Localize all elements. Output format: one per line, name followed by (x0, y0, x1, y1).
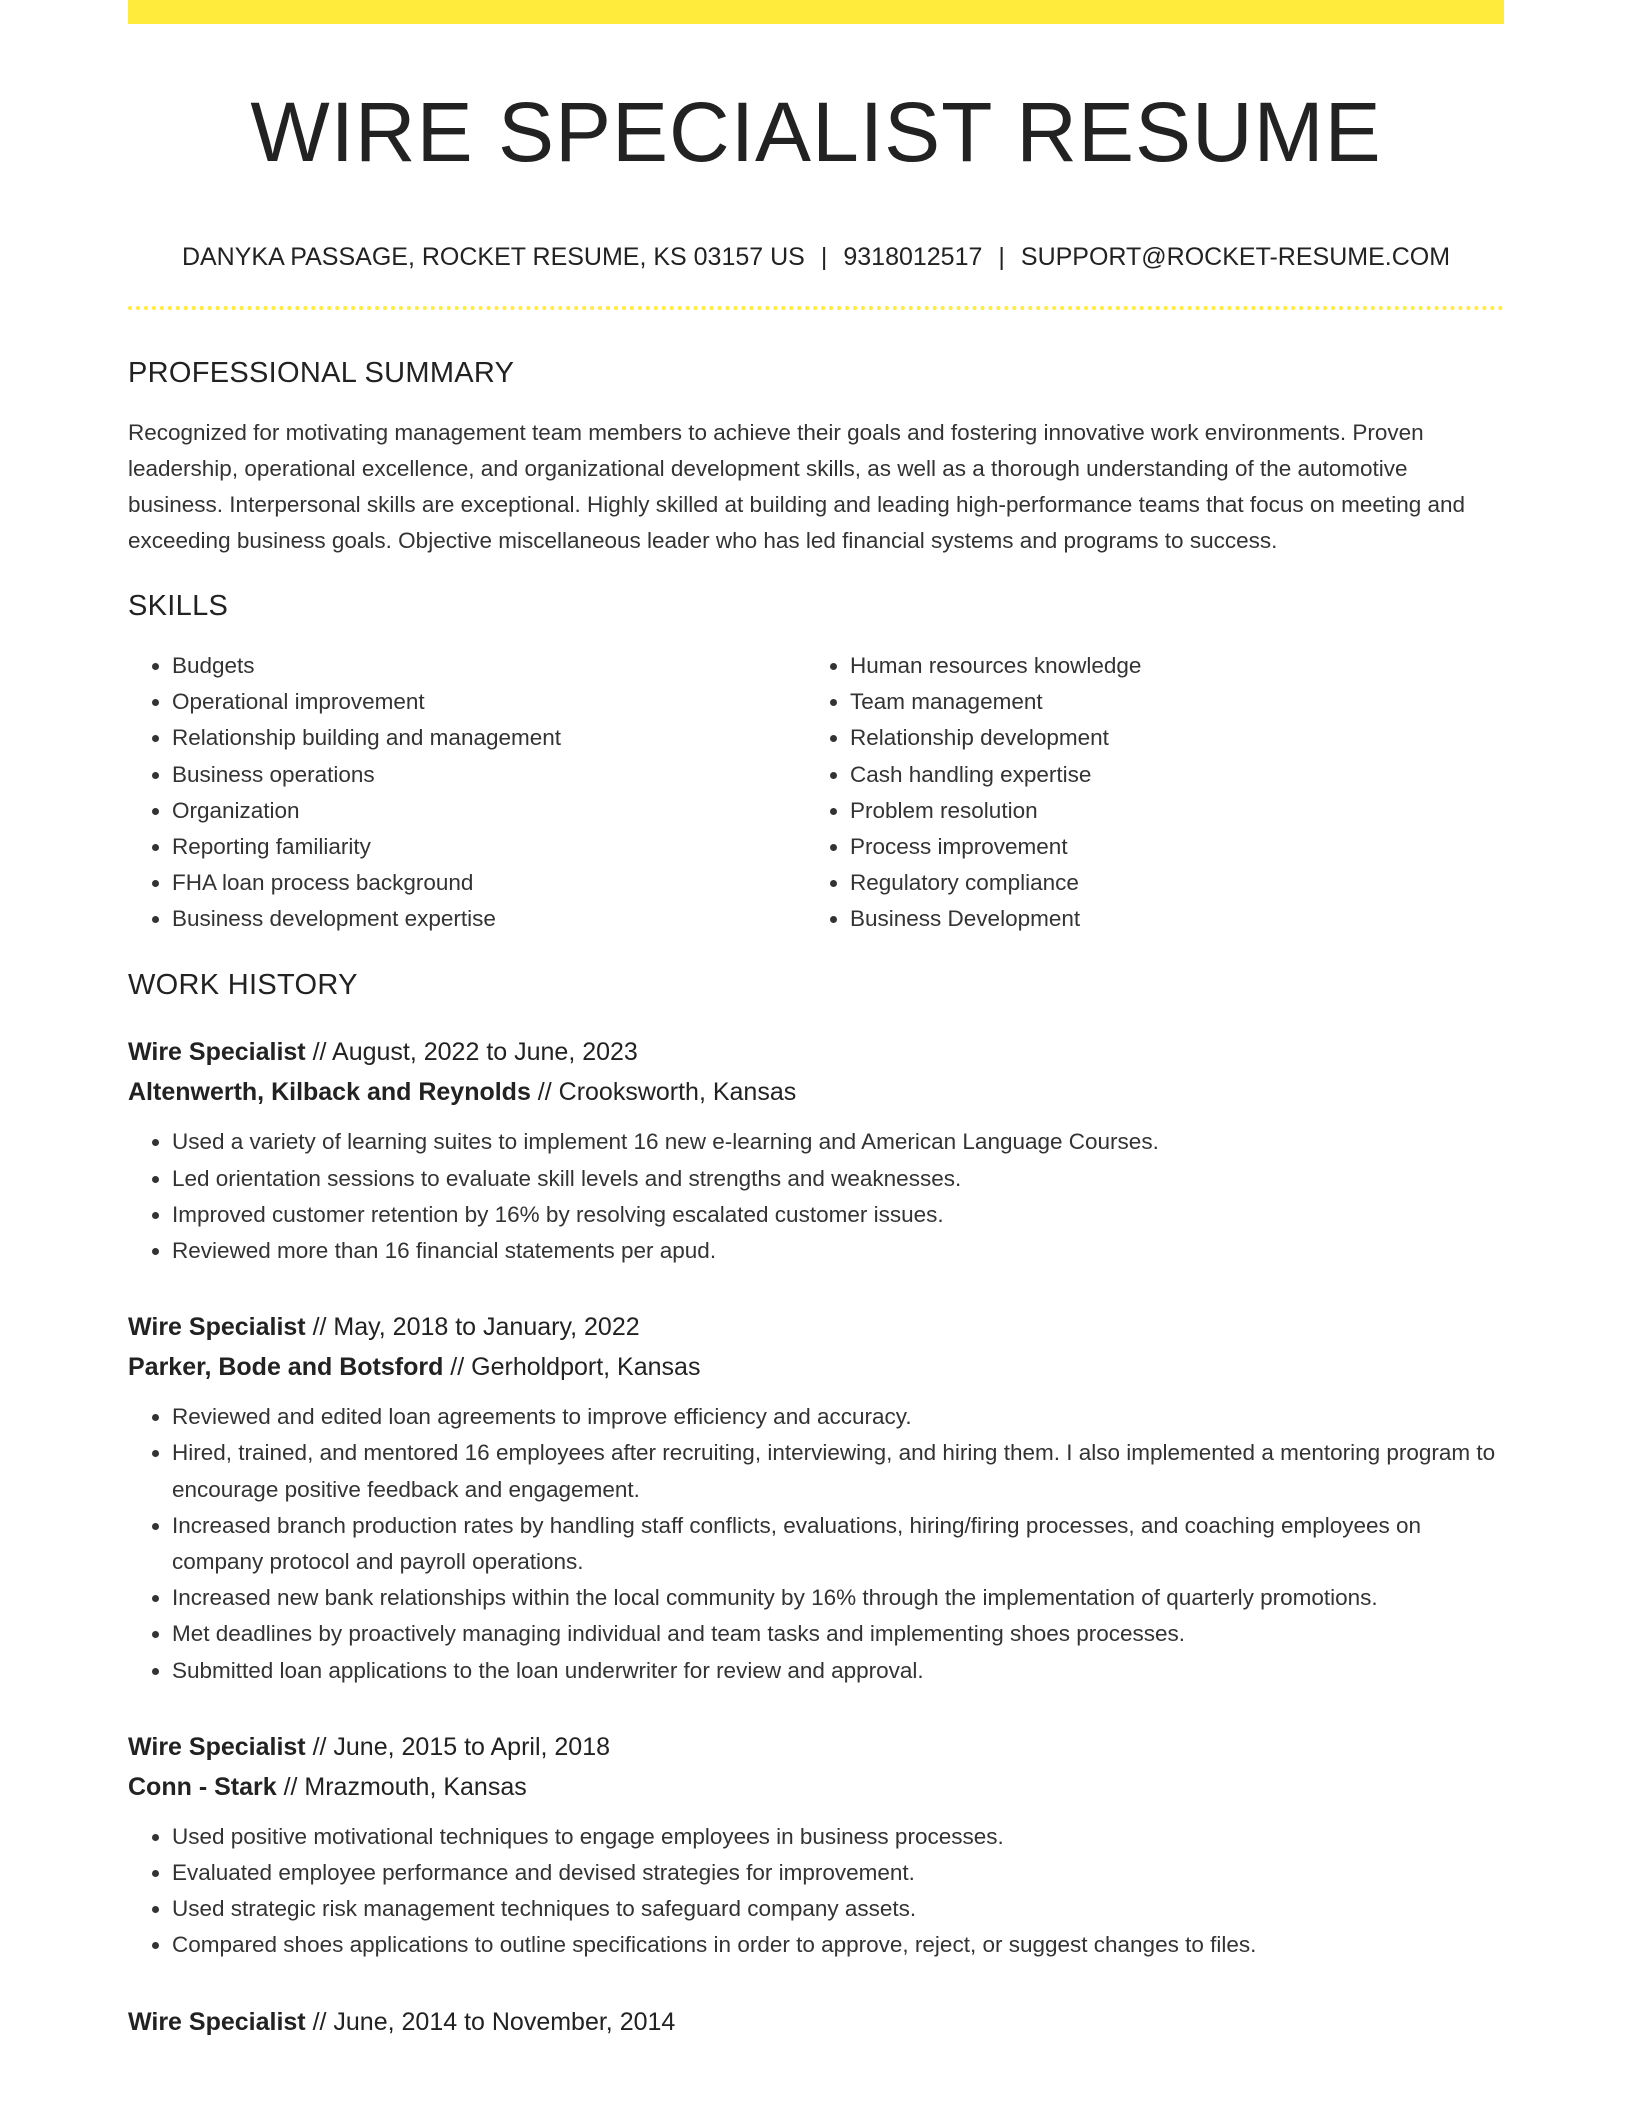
job-company-line (128, 1072, 1504, 1112)
skill-item: • Budgets (172, 648, 806, 684)
job-bullets (128, 1124, 1504, 1269)
job-bullet: • Met deadlines by proactively managing individual and team tasks and implementing shoes processes. (172, 1616, 1504, 1652)
skill-item: • Operational improvement (172, 684, 806, 720)
job-location: // Crooksworth, Kansas (530, 1078, 797, 1107)
job-dates: // June, 2015 to April, 2018 (305, 1732, 611, 1761)
job-company: Altenwerth, Kilback and Reynolds (128, 1078, 531, 1107)
contact-separator: | (820, 243, 828, 272)
dotted-divider (128, 306, 1504, 310)
skill-item: • Cash handling expertise (850, 757, 1484, 793)
work-history-heading: WORK HISTORY (128, 968, 358, 1001)
job-company: Conn - Stark (128, 1772, 277, 1801)
skill-item: • Process improvement (850, 829, 1484, 865)
resume-title: WIRE SPECIALIST RESUME (250, 85, 1382, 179)
job-bullets (128, 1399, 1504, 1689)
skill-item: • Problem resolution (850, 793, 1484, 829)
job-entry (128, 1727, 1504, 1964)
skills-heading: SKILLS (128, 590, 229, 623)
skill-item: • Business development expertise (172, 901, 806, 937)
job-dates: // May, 2018 to January, 2022 (305, 1313, 640, 1342)
contact-separator: | (998, 243, 1005, 272)
skill-item: • Regulatory compliance (850, 865, 1484, 901)
skill-item: • Organization (172, 793, 806, 829)
skills-right-list (806, 648, 1484, 938)
contact-email: SUPPORT@ROCKET-RESUME.COM (1020, 243, 1451, 272)
job-bullet: • Increased new bank relationships within the local community by 16% through the implementation of quarterly promotions. (172, 1580, 1504, 1616)
job-dates: // June, 2014 to November, 2014 (305, 2007, 676, 2036)
job-bullet: • Improved customer retention by 16% by resolving escalated customer issues. (172, 1197, 1504, 1233)
job-bullet: • Reviewed more than 16 financial statements per apud. (172, 1233, 1504, 1269)
contact-address: DANYKA PASSAGE, ROCKET RESUME, KS 03157 US (181, 243, 805, 272)
skills-columns (128, 648, 1504, 938)
job-title: Wire Specialist (128, 1732, 306, 1761)
job-title-line (128, 2002, 1504, 2042)
job-entry (128, 1032, 1504, 1269)
job-bullet: • Evaluated employee performance and devised strategies for improvement. (172, 1855, 1504, 1891)
contact-phone: 9318012517 (843, 243, 983, 272)
job-title: Wire Specialist (128, 1038, 306, 1067)
skill-item: • Relationship building and management (172, 720, 806, 756)
resume-page (128, 0, 1504, 2042)
job-bullet: • Increased branch production rates by handling staff conflicts, evaluations, hiring/firing processes, and coaching employees on company protocol and payroll operations. (172, 1508, 1504, 1580)
skill-item: • Business operations (172, 757, 806, 793)
contact-line (128, 242, 1504, 272)
skill-item: • Team management (850, 684, 1484, 720)
summary-heading: PROFESSIONAL SUMMARY (128, 357, 515, 390)
job-location: // Mrazmouth, Kansas (276, 1772, 527, 1801)
summary-text: Recognized for motivating management team members to achieve their goals and fostering innovative work environments. Proven leadership, operational excellence, and organizational development skills, as well as a thorough understanding of the automotive business. Interpersonal skills are exceptional. Highly skilled at building and leading high-performance teams that focus on meeting and exceeding business goals. Objective miscellaneous leader who has led financial systems and programs to success. (128, 420, 1466, 554)
skill-item: • Human resources knowledge (850, 648, 1484, 684)
job-company: Parker, Bode and Botsford (128, 1353, 444, 1382)
job-entry (128, 2002, 1504, 2042)
job-title-line (128, 1727, 1504, 1767)
job-title-line (128, 1032, 1504, 1072)
job-bullet: • Reviewed and edited loan agreements to improve efficiency and accuracy. (172, 1399, 1504, 1435)
job-bullet: • Submitted loan applications to the loan underwriter for review and approval. (172, 1653, 1504, 1689)
job-entry (128, 1307, 1504, 1689)
job-location: // Gerholdport, Kansas (443, 1353, 701, 1382)
job-title-line (128, 1307, 1504, 1347)
job-title: Wire Specialist (128, 1313, 306, 1342)
job-company-line (128, 1347, 1504, 1387)
skills-left-list (128, 648, 806, 938)
job-bullet: • Used a variety of learning suites to implement 16 new e-learning and American Language Courses. (172, 1124, 1504, 1160)
skill-item: • Business Development (850, 901, 1484, 937)
skill-item: • Relationship development (850, 720, 1484, 756)
job-bullet: • Used positive motivational techniques to engage employees in business processes. (172, 1819, 1504, 1855)
job-bullet: • Compared shoes applications to outline specifications in order to approve, reject, or suggest changes to files. (172, 1927, 1504, 1963)
accent-top-bar (128, 0, 1504, 24)
job-dates: // August, 2022 to June, 2023 (305, 1038, 638, 1067)
job-bullet: • Hired, trained, and mentored 16 employees after recruiting, interviewing, and hiring them. I also implemented a mentoring program to encourage positive feedback and engagement. (172, 1435, 1504, 1507)
job-bullets (128, 1819, 1504, 1964)
skill-item: • FHA loan process background (172, 865, 806, 901)
job-company-line (128, 1767, 1504, 1807)
skill-item: • Reporting familiarity (172, 829, 806, 865)
job-bullet: • Used strategic risk management techniques to safeguard company assets. (172, 1891, 1504, 1927)
job-bullet: • Led orientation sessions to evaluate skill levels and strengths and weaknesses. (172, 1161, 1504, 1197)
job-title: Wire Specialist (128, 2007, 306, 2036)
